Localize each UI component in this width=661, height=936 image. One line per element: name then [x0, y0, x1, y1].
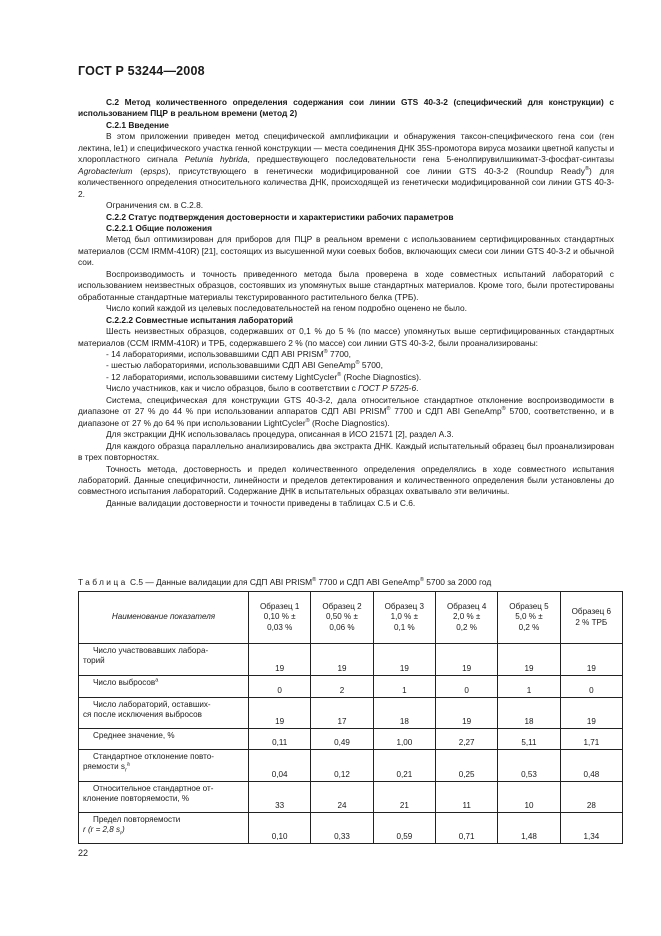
column-header-sample: Образец 1 0,10 % ± 0,03 % — [249, 592, 311, 644]
table-cell: 18 — [373, 698, 435, 729]
table-row — [79, 750, 623, 782]
table-cell: 0 — [560, 676, 622, 698]
general-paragraph-1: Метод был оптимизирован для приборов для ПЦР в реальном времени с использованием сертифицированных стандартных материалов (CCM IRMM-410R) [21], состоящих из высушенной муки соевых бобов, включающих смеси сои линии GTS 40-3-2 и обычной сои. — [78, 234, 614, 268]
table-cell: 1,34 — [560, 813, 622, 844]
table-row — [79, 729, 623, 750]
table-cell: 24 — [311, 782, 373, 813]
column-header-sample: Образец 6 2 % ТРБ — [560, 592, 622, 644]
row-label: Число выбросов$^a$ — [79, 676, 249, 698]
table-row — [79, 813, 623, 844]
column-header-sample: Образец 2 0,50 % ± 0,06 % — [311, 592, 373, 644]
table-row — [79, 782, 623, 813]
table-cell: 1,00 — [373, 729, 435, 750]
column-header-sample: Образец 4 2,0 % ± 0,2 % — [435, 592, 497, 644]
general-paragraph-2: Воспроизводимость и точность приведенного метода была проверена в ходе совместных испытаний лабораторий с использованием неизвестных образцов, состоявших из упомянутых выше стандартных материалов. Кроме того, были протестированы обработанные стандартные материалы текстурированного растительного белка (ТРБ). — [78, 268, 614, 302]
table-cell: 19 — [560, 644, 622, 676]
general-heading: С.2.2.1 Общие положения — [106, 222, 212, 233]
list-item: - 12 лабораториями, использовавшими систему LightCycler® (Roche Diagnostics). — [106, 371, 422, 382]
list-item: - 14 лабораториями, использовавшими СДП ABI PRISM® 7700, — [106, 348, 351, 359]
table-row — [79, 698, 623, 729]
table-cell: 0,48 — [560, 750, 622, 782]
table-cell: 1 — [373, 676, 435, 698]
table-cell: 1 — [498, 676, 560, 698]
table-cell: 19 — [249, 644, 311, 676]
joint-heading: С.2.2.2 Совместные испытания лабораторий — [106, 314, 293, 325]
table-cell: 28 — [560, 782, 622, 813]
table-cell: 10 — [498, 782, 560, 813]
table-cell: 1,48 — [498, 813, 560, 844]
row-label: Число лабораторий, оставших- ся после исключения выбросов — [79, 698, 249, 729]
table-cell: 0,33 — [311, 813, 373, 844]
table-cell: 2 — [311, 676, 373, 698]
table-cell: 19 — [435, 644, 497, 676]
row-label: Число участвовавших лабора- торий — [79, 644, 249, 676]
table-cell: 0,10 — [249, 813, 311, 844]
table-cell: 0,12 — [311, 750, 373, 782]
row-label: Предел повторяемости r (r = 2,8 $s_r$) — [79, 813, 249, 844]
column-header-sample: Образец 3 1,0 % ± 0,1 % — [373, 592, 435, 644]
table-cell: 0,71 — [435, 813, 497, 844]
intro-paragraph: В этом приложении приведен метод специфической амплификации и обнаружения таксон-специфического гена сои (ген лектина, le1) и специфического участка генной конструкции — места соединения ДНК 35S-промотора вируса мозаики цветной капусты и хлоропластного сигнала Petunia hybrida, предшествующего последовательности гена 5-енолпирувилшикимат-3-фосфат-синтазы Agrobacterium (epsps), присутствующего в генетически модифицированной сое линии GTS 40-3-2 (Roundup Ready®) для количественного определения относительного количества ДНК, происходящей из генетически модифицированной сои линии GTS 40-3-2. — [78, 131, 614, 199]
table-cell: 0,53 — [498, 750, 560, 782]
table-cell: 33 — [249, 782, 311, 813]
intro-heading: С.2.1 Введение — [106, 119, 169, 130]
limits-paragraph: Ограничения см. в С.2.8. — [106, 200, 204, 211]
section-heading: С.2 Метод количественного определения содержания сои линии GTS 40-3-2 (специфический для конструкции) с использованием ПЦР в реальном времени (метод 2) — [78, 97, 614, 119]
general-paragraph-3: Число копий каждой из целевых последовательностей на геном подробно оценено не было. — [106, 303, 467, 314]
table-caption: Таблица С.5 — Данные валидации для СДП ABI PRISM® 7700 и СДП ABI GeneAmp® 5700 за 2000 год — [78, 577, 492, 587]
column-header-sample: Образец 5 5,0 % ± 0,2 % — [498, 592, 560, 644]
table-cell: 19 — [435, 698, 497, 729]
table-cell: 0,11 — [249, 729, 311, 750]
table-cell: 19 — [560, 698, 622, 729]
validation-table — [78, 591, 623, 844]
row-label: Среднее значение, % — [79, 729, 249, 750]
table-cell: 21 — [373, 782, 435, 813]
joint-paragraph-7: Данные валидации достоверности и точности приведены в таблицах С.5 и С.6. — [106, 497, 416, 508]
table-cell: 1,71 — [560, 729, 622, 750]
table-cell: 5,11 — [498, 729, 560, 750]
table-row — [79, 644, 623, 676]
table-cell: 0,21 — [373, 750, 435, 782]
page-number: 22 — [78, 848, 89, 858]
table-header-row — [79, 592, 623, 644]
table-cell: 19 — [311, 644, 373, 676]
joint-paragraph-6: Точность метода, достоверность и предел количественного определения определялись в ходе совместного испытания лабораторий. Данные специфичности, линейности и пределов детектирования и количественного определения были установлены до совместного испытания лабораторий. Содержание ДНК в испытательных образцах охватывало эти величины. — [78, 463, 614, 497]
table-cell: 19 — [373, 644, 435, 676]
table-row — [79, 676, 623, 698]
table-cell: 19 — [498, 644, 560, 676]
table-cell: 0,49 — [311, 729, 373, 750]
standard-reference: ГОСТ Р 5725-6 — [358, 383, 417, 394]
status-heading: С.2.2 Статус подтверждения достоверности и характеристики рабочих параметров — [106, 211, 454, 222]
document-header: ГОСТ Р 53244—2008 — [78, 64, 205, 78]
joint-paragraph-2: Число участников, как и число образцов, было в соответствии с ГОСТ Р 5725-6. — [106, 383, 419, 394]
table-cell: 0 — [249, 676, 311, 698]
list-item: - шестью лабораториями, использовавшими СДП ABI GeneAmp® 5700, — [106, 360, 383, 371]
table-cell: 0,25 — [435, 750, 497, 782]
table-cell: 19 — [249, 698, 311, 729]
table-cell: 11 — [435, 782, 497, 813]
joint-paragraph-1: Шесть неизвестных образцов, содержавших от 0,1 % до 5 % (по массе) упомянутых выше сертифицированных стандартных материалов (CCM IRMM-410R) и ТРБ, содержавшего 2 % (по массе) сои линии GTS 40-3-2, были проанализированы: — [78, 326, 614, 348]
table-cell: 0 — [435, 676, 497, 698]
table-cell: 18 — [498, 698, 560, 729]
row-label: Относительное стандартное от- клонение повторяемости, % — [79, 782, 249, 813]
table-cell: 0,59 — [373, 813, 435, 844]
joint-paragraph-3: Система, специфическая для конструкции GTS 40-3-2, дала относительное стандартное отклонение воспроизводимости в диапазоне от 27 % до 44 % при использовании аппаратов СДП ABI PRISM® 7700 и СДП ABI GeneAmp® 5700, соответственно, и в диапазоне от 27 % до 64 % при использовании LightCycler® (Roche Diagnostics). — [78, 394, 614, 428]
row-label: Стандартное отклонение повто- ряемости $s_r^a$ — [79, 750, 249, 782]
table-cell: 17 — [311, 698, 373, 729]
table-cell: 0,04 — [249, 750, 311, 782]
document-body — [78, 97, 614, 509]
column-header-parameter: Наименование показателя — [79, 592, 249, 644]
joint-paragraph-5: Для каждого образца параллельно анализировались два экстракта ДНК. Каждый испытательный образец был проанализирован в трех повторностях. — [78, 440, 614, 463]
table-cell: 2,27 — [435, 729, 497, 750]
joint-paragraph-4: Для экстракции ДНК использовалась процедура, описанная в ИСО 21571 [2], раздел А.3. — [106, 429, 454, 440]
